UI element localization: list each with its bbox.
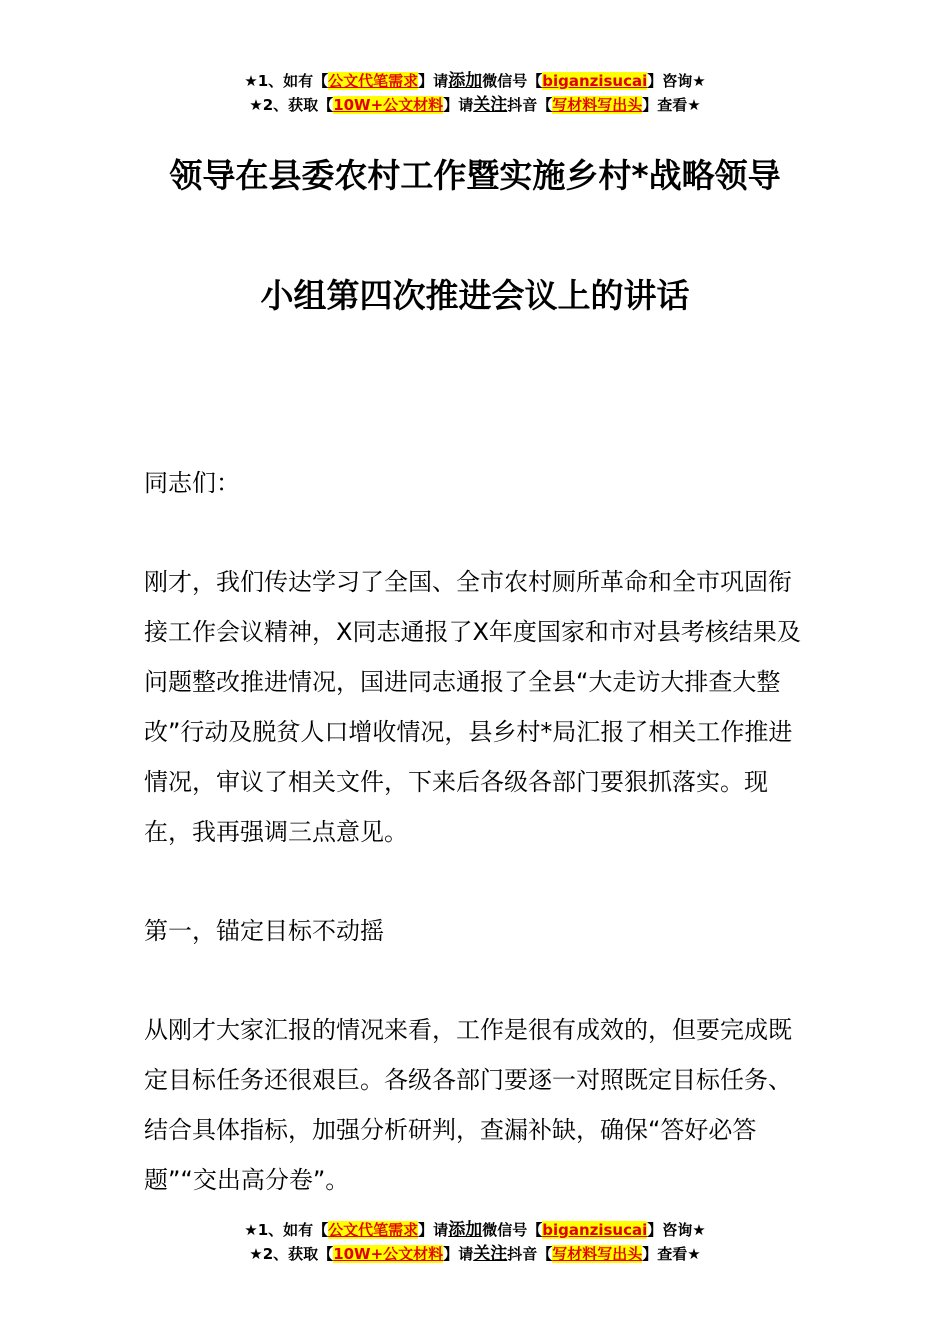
title-line-2: 小组第四次推进会议上的讲话 <box>260 276 690 315</box>
paragraph: 从刚才大家汇报的情况来看，工作是很有成效的，但要完成既定目标任务还很艰巨。各级各部门要逐一对照既定目标任务、结合具体指标，加强分析研判，查漏补缺，确保“答好必答题”“交出高分卷”。 <box>144 1016 792 1194</box>
salutation: 同志们： <box>144 469 240 497</box>
title-line-1: 领导在县委农村工作暨实施乡村*战略领导 <box>169 156 781 195</box>
ad-footer <box>0 1218 950 1266</box>
ad-line-2: ★2、获取【10W+公文材料】请关注抖音【写材料写出头】查看★ <box>249 1244 701 1264</box>
ad-line-2: ★2、获取【10W+公文材料】请关注抖音【写材料写出头】查看★ <box>249 95 701 115</box>
ad-line-1: ★1、如有【公文代笔需求】请添加微信号【biganzisucai】咨询★ <box>244 71 706 91</box>
paragraph: 刚才，我们传达学习了全国、全市农村厕所革命和全市巩固衔接工作会议精神，X同志通报了X年度国家和市对县考核结果及问题整改推进情况，国进同志通报了全县“大走访大排查大整改”行动及脱贫人口增收情况，县乡村*局汇报了相关工作推进情况，审议了相关文件，下来后各级各部门要狠抓落实。现在，我再强调三点意见。 <box>144 568 801 846</box>
ad-line-1: ★1、如有【公文代笔需求】请添加微信号【biganzisucai】咨询★ <box>244 1220 706 1240</box>
ad-header <box>0 69 950 117</box>
section-heading: 第一，锚定目标不动摇 <box>144 917 384 945</box>
